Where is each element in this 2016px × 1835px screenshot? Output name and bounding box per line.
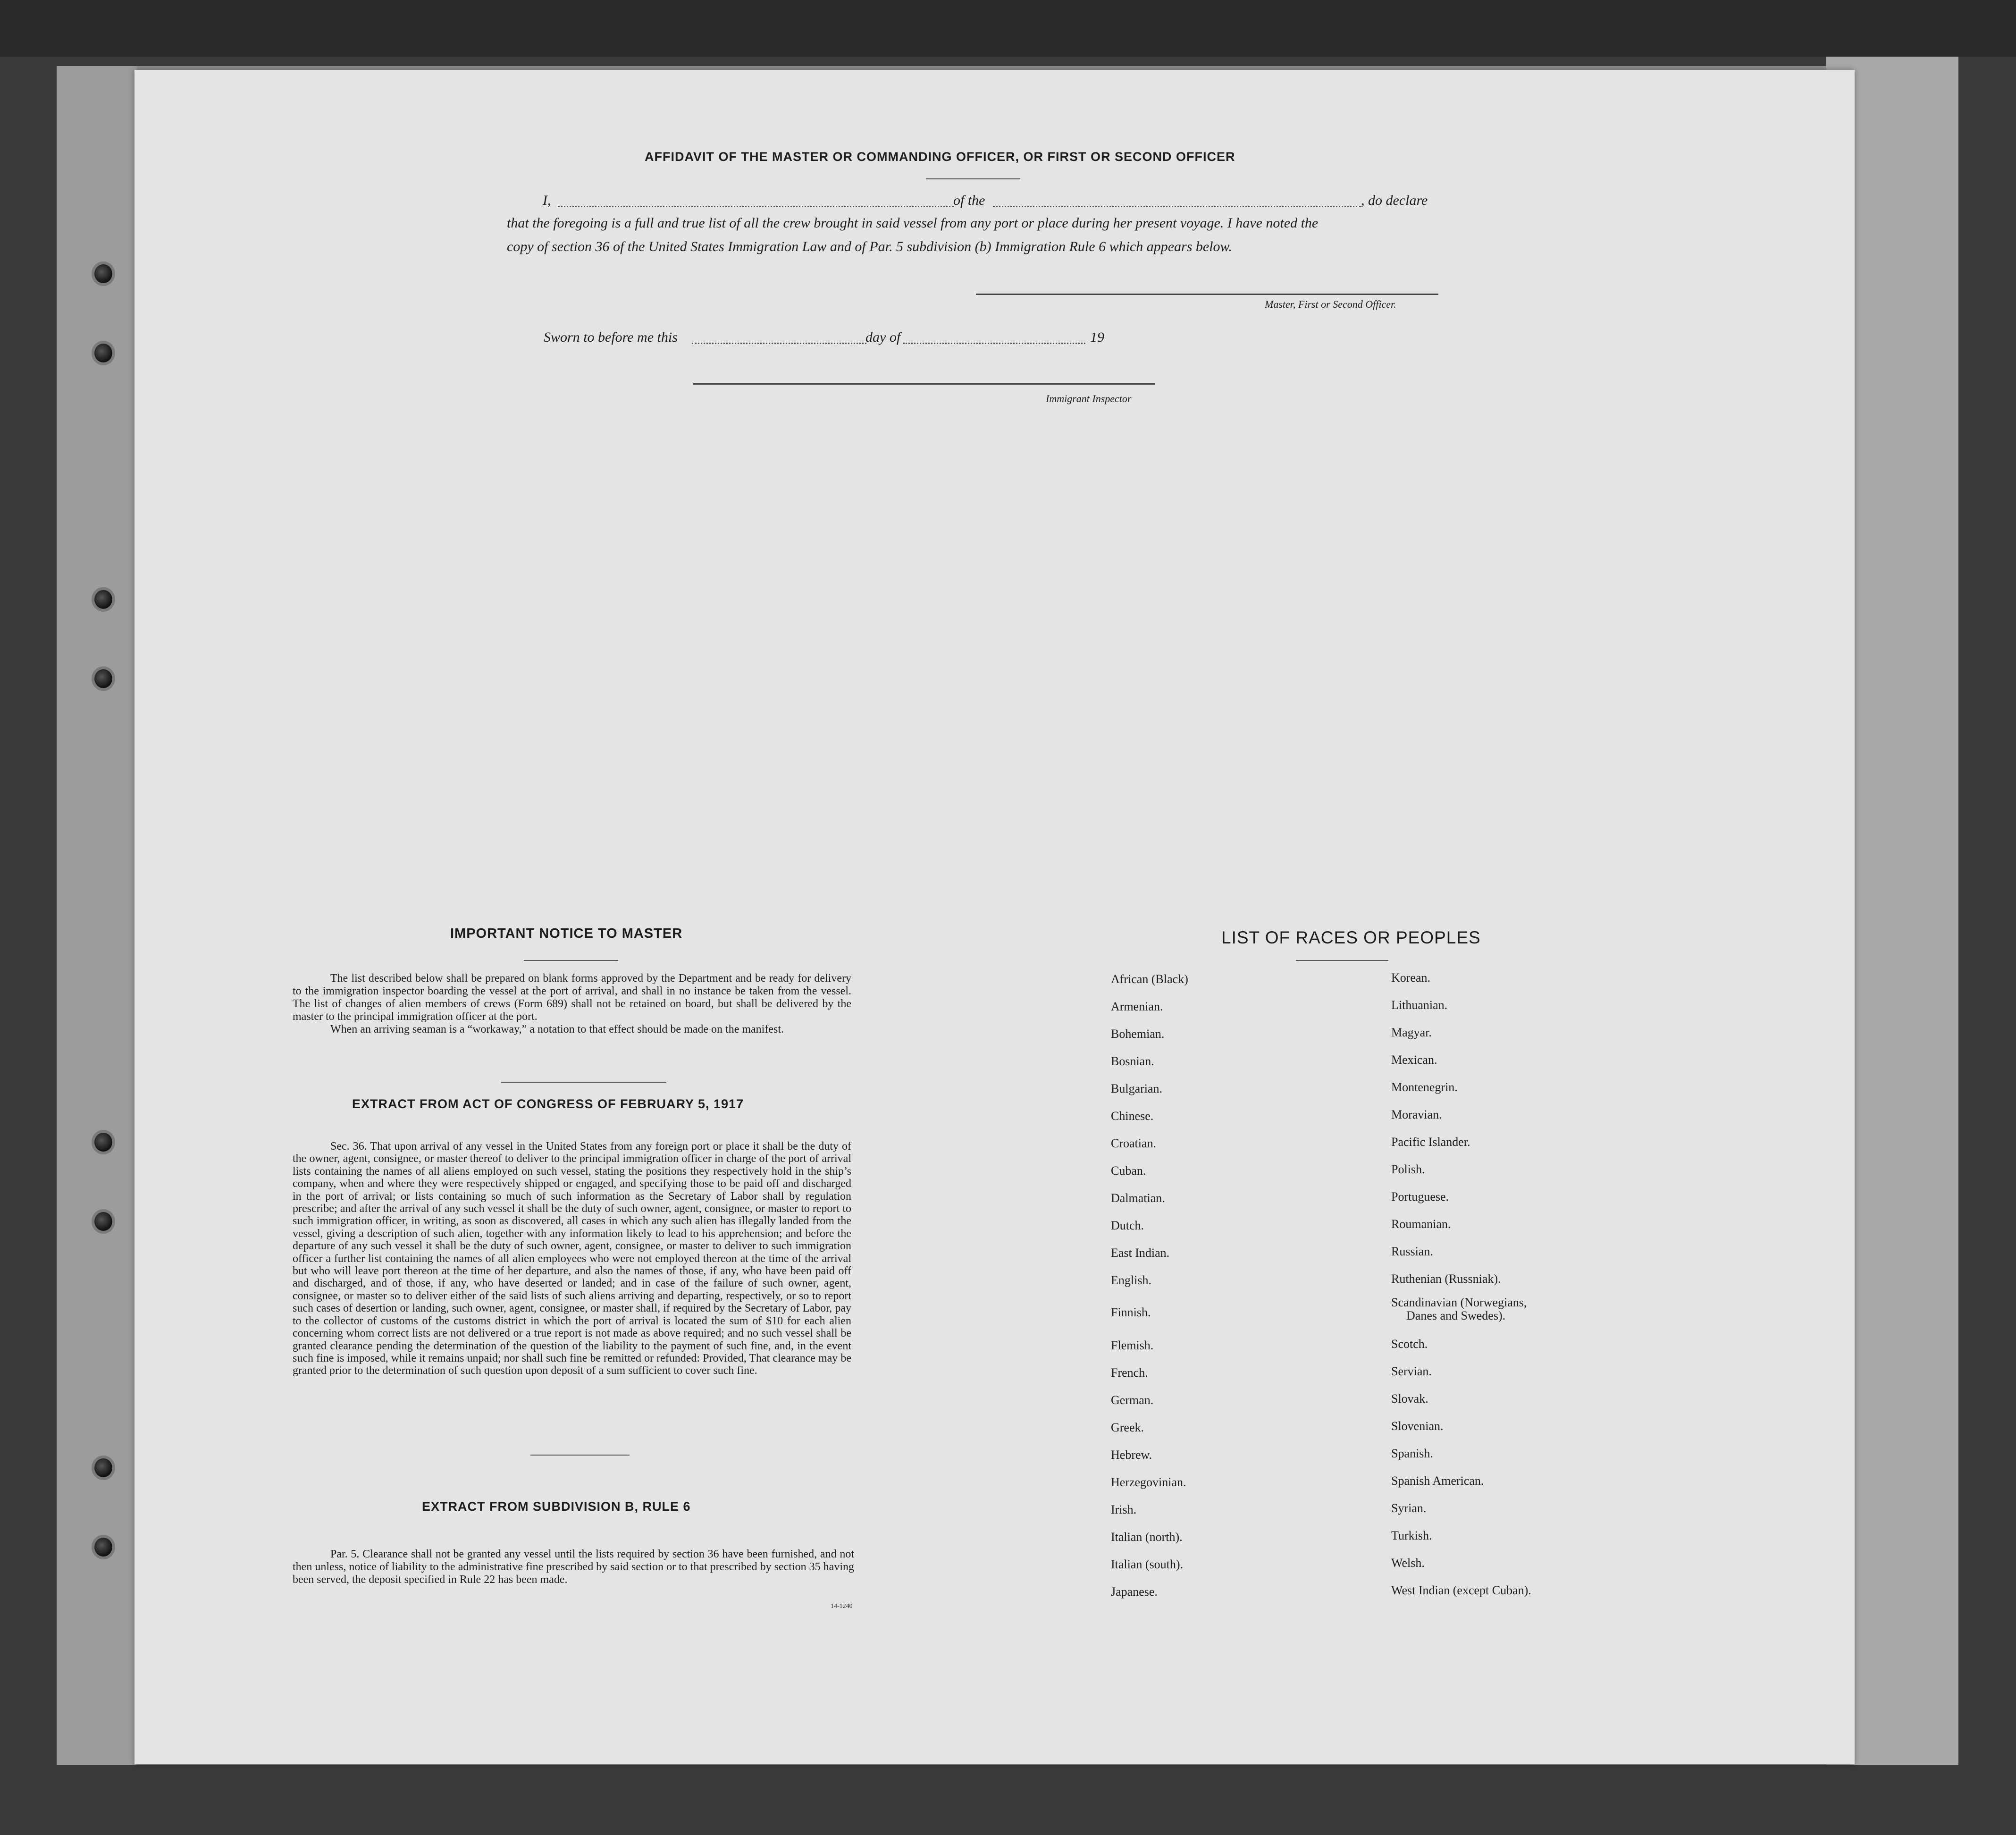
races-title: LIST OF RACES OR PEOPLES — [1221, 928, 1481, 947]
extract-act-title: EXTRACT FROM ACT OF CONGRESS OF FEBRUARY 5, 1917 — [352, 1097, 744, 1111]
race-item: Ruthenian (Russniak). — [1391, 1272, 1501, 1286]
extract-rule-title: EXTRACT FROM SUBDIVISION B, RULE 6 — [422, 1499, 691, 1514]
inspector-signature-line[interactable] — [693, 383, 1155, 385]
race-item: Italian (north). — [1111, 1530, 1183, 1544]
race-item: Polish. — [1391, 1162, 1425, 1176]
race-item: Croatian. — [1111, 1136, 1157, 1150]
affidavit-line3: copy of section 36 of the United States Immigration Law and of Par. 5 subdivision (b) Immigration Rule 6 which appears below. — [507, 239, 1232, 254]
binder-hole — [94, 590, 112, 609]
race-item: African (Black) — [1111, 972, 1188, 986]
race-item: Spanish. — [1391, 1447, 1433, 1460]
binder-hole — [94, 1458, 112, 1477]
extract-act-body — [293, 1140, 851, 1377]
notice-title-rule — [524, 960, 618, 961]
sworn-month-field[interactable] — [903, 343, 1085, 344]
race-item: English. — [1111, 1273, 1151, 1287]
race-item: Welsh. — [1391, 1556, 1425, 1570]
race-item: Mexican. — [1391, 1053, 1437, 1067]
vessel-name-field[interactable] — [993, 206, 1361, 207]
race-item: Magyar. — [1391, 1026, 1432, 1039]
race-item: Servian. — [1391, 1364, 1432, 1378]
binder-hole — [94, 1538, 112, 1557]
race-item: East Indian. — [1111, 1246, 1170, 1260]
affidavit-line1-of-the: of the — [953, 193, 985, 208]
binder-hole — [94, 1133, 112, 1152]
sworn-year: 19 — [1090, 329, 1104, 345]
race-item: Japanese. — [1111, 1585, 1158, 1599]
races-title-rule — [1296, 960, 1388, 961]
document-page — [134, 70, 1855, 1764]
race-item: Chinese. — [1111, 1109, 1154, 1123]
race-item: Moravian. — [1391, 1108, 1442, 1121]
race-item: Pacific Islander. — [1391, 1135, 1470, 1149]
race-item: Cuban. — [1111, 1164, 1146, 1178]
master-name-field[interactable] — [558, 206, 954, 207]
race-item: Finnish. — [1111, 1305, 1151, 1319]
sworn-day-field[interactable] — [692, 343, 866, 344]
extract-rule-text: Par. 5. Clearance shall not be granted any vessel until the lists required by section 36 have been furnished, and not then unless, notice of liability to the administrative fine prescribed by said section or to that prescribed by section 35 having been served, the deposit specified in Rule 22 has been made. — [293, 1548, 854, 1586]
race-item: Russian. — [1391, 1245, 1433, 1258]
affidavit-line1-i: I, — [543, 193, 551, 208]
notice-title: IMPORTANT NOTICE TO MASTER — [450, 926, 683, 941]
race-item: Irish. — [1111, 1503, 1137, 1516]
race-item: Slovak. — [1391, 1392, 1428, 1406]
form-number: 14-1240 — [831, 1603, 853, 1610]
race-item: Danes and Swedes). — [1406, 1309, 1506, 1322]
race-item: German. — [1111, 1393, 1154, 1407]
race-item: Scandinavian (Norwegians, — [1391, 1296, 1527, 1309]
race-item: Italian (south). — [1111, 1557, 1184, 1571]
notice-paragraph: When an arriving seaman is a “workaway,” a notation to that effect should be made on the manifest. — [330, 1023, 784, 1035]
race-item: Korean. — [1391, 971, 1431, 985]
sworn-prefix: Sworn to before me this — [544, 329, 678, 345]
race-item: Montenegrin. — [1391, 1080, 1458, 1094]
binder-hole — [94, 1212, 112, 1231]
inspector-label: Immigrant Inspector — [1046, 393, 1132, 404]
race-item: Roumanian. — [1391, 1217, 1451, 1231]
race-item: Portuguese. — [1391, 1190, 1449, 1204]
binder-hole — [94, 264, 112, 283]
affidavit-title-rule — [926, 178, 1020, 179]
race-item: Turkish. — [1391, 1529, 1432, 1542]
race-item: French. — [1111, 1366, 1148, 1380]
race-item: Greek. — [1111, 1421, 1144, 1434]
race-item: Lithuanian. — [1391, 998, 1448, 1012]
binder-left-strip — [57, 66, 137, 1765]
race-item: Hebrew. — [1111, 1448, 1152, 1462]
master-signature-label: Master, First or Second Officer. — [1265, 298, 1396, 310]
race-item: Slovenian. — [1391, 1419, 1444, 1433]
extract-act-end-rule — [530, 1455, 630, 1456]
race-item: Bulgarian. — [1111, 1082, 1163, 1095]
master-signature-line[interactable] — [976, 294, 1438, 295]
race-item: Spanish American. — [1391, 1474, 1484, 1488]
scan-top-edge — [0, 0, 2016, 57]
extract-rule-body — [293, 1548, 854, 1586]
notice-end-rule — [501, 1082, 666, 1083]
notice-paragraph: The list described below shall be prepared on blank forms approved by the Department and be ready for delivery to the immigration inspector boarding the vessel at the port of arrival, and shall in no instance be taken from the vessel. The list of changes of alien members of crews (Form 689) shall not be retained on board, but shall be delivered by the master to the principal immigration officer at the port. — [293, 972, 851, 1023]
race-item: Bosnian. — [1111, 1054, 1154, 1068]
affidavit-line1-declare: , do declare — [1361, 193, 1428, 208]
race-item: Armenian. — [1111, 1000, 1163, 1013]
affidavit-title: AFFIDAVIT OF THE MASTER OR COMMANDING OFFICER, OR FIRST OR SECOND OFFICER — [645, 150, 1235, 164]
affidavit-line2: that the foregoing is a full and true list of all the crew brought in said vessel from any port or place during her present voyage. I have noted the — [507, 215, 1319, 231]
race-item: Herzegovinian. — [1111, 1475, 1186, 1489]
sworn-day-of: day of — [865, 329, 901, 345]
race-item: Dalmatian. — [1111, 1191, 1165, 1205]
binder-hole — [94, 669, 112, 688]
race-item: West Indian (except Cuban). — [1391, 1583, 1531, 1597]
race-item: Dutch. — [1111, 1219, 1144, 1232]
binder-hole — [94, 344, 112, 362]
race-item: Scotch. — [1391, 1337, 1428, 1351]
extract-act-text: Sec. 36. That upon arrival of any vessel in the United States from any foreign port or place it shall be the duty of the owner, agent, consignee, or master thereof to deliver to the principal immigration officer in charge of the port of arrival lists containing the names of all aliens employed on such vessel, stating the positions they respectively hold in the ship’s company, when and where they were respectively shipped or engaged, and specifying those to be paid off and discharged in the port of arrival; or lists containing so much of such information as the Secretary of Labor shall by regulation prescribe; and after the arrival of any such vessel it shall be the duty of such owner, agent, consignee, or master to report to such immigration officer, in writing, as soon as discovered, all cases in which any such alien has illegally landed from the vessel, giving a description of such alien, together with any information likely to lead to his apprehension; and before the departure of any such vessel it shall be the duty of such owner, agent, consignee, or master to deliver to such immigration officer a further list containing the names of all alien employees who were not employed thereon at the time of the arrival but who will leave port thereon at the time of her departure, and also the names of those, if any, who have been paid off and discharged, and of those, if any, who have deserted or landed; and in case of the failure of such owner, agent, consignee, or master so to deliver either of the said lists of such aliens arriving and departing, respectively, or so to report such cases of desertion or landing, such owner, agent, consignee, or master shall, if required by the Secretary of Labor, pay to the collector of customs of the customs district in which the port of arrival is located the sum of $10 for each alien concerning whom correct lists are not delivered or a true report is not made as above required; and no such vessel shall be granted clearance pending the determination of the question of the liability to the payment of such fine, and, in the event such fine is imposed, while it remains unpaid; nor shall such fine be remitted or refunded: Provided, That clearance may be granted prior to the determination of such question upon deposit of a sum sufficient to cover such fine. — [293, 1140, 851, 1377]
race-item: Bohemian. — [1111, 1027, 1165, 1041]
race-item: Flemish. — [1111, 1338, 1154, 1352]
race-item: Syrian. — [1391, 1501, 1427, 1515]
notice-body — [293, 972, 851, 1036]
